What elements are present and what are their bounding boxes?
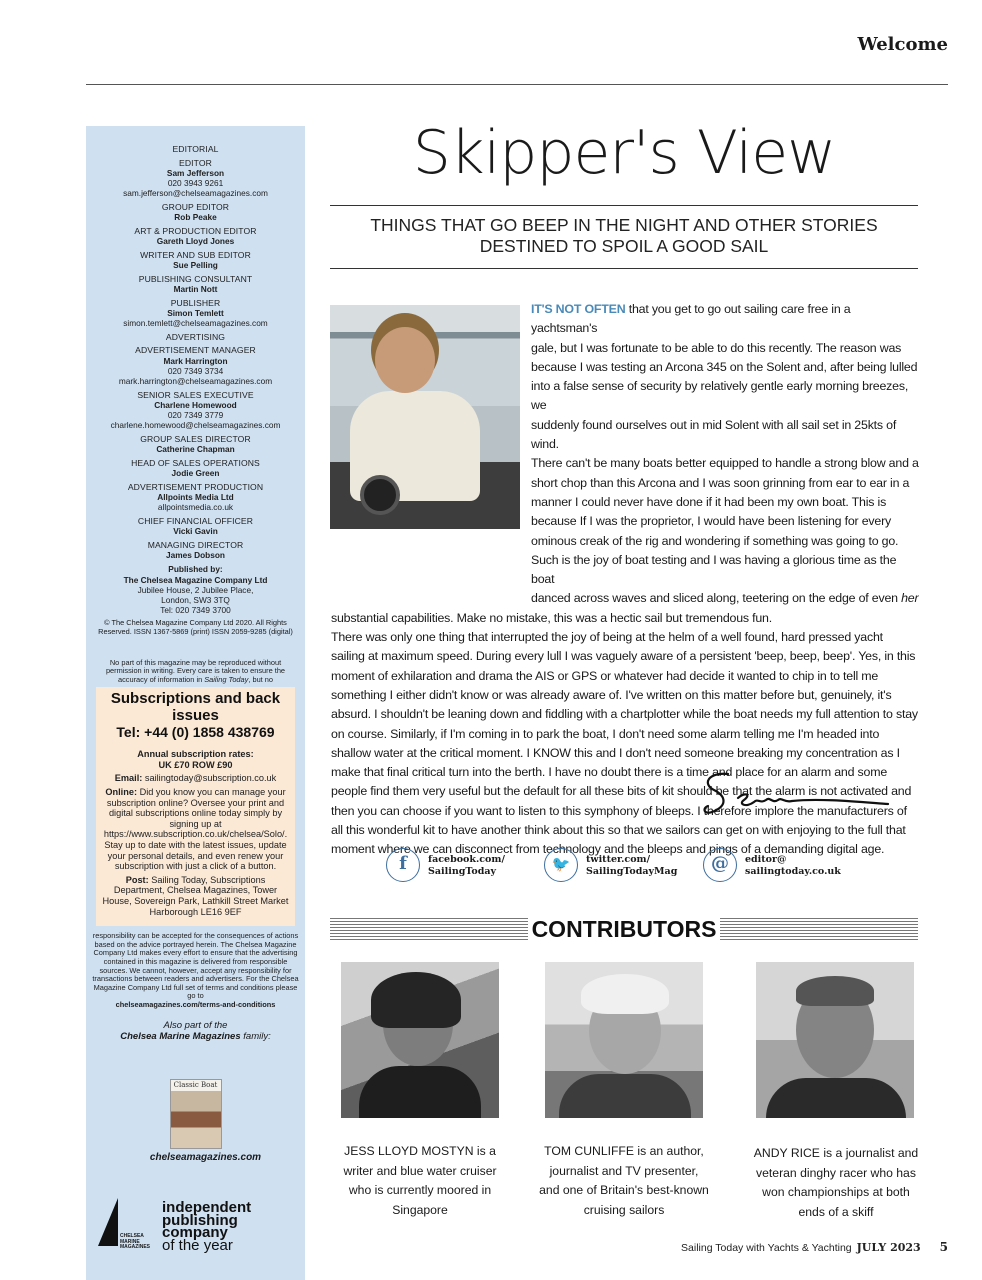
masthead-name: Rob Peake <box>174 212 217 223</box>
publisher-name: The Chelsea Magazine Company Ltd <box>123 574 268 585</box>
award-text: independent publishing company of the year <box>162 1199 252 1254</box>
masthead-sidebar <box>86 126 305 1280</box>
deck-rule-bottom <box>330 268 918 269</box>
article-line: gale, but I was fortunate to be able to do this recently. The reason was <box>531 340 902 355</box>
article-line: manner I could never have done if it had been my own boat. This is <box>531 494 887 509</box>
masthead-block <box>92 144 299 154</box>
masthead-contact[interactable]: sam.jefferson@chelseamagazines.com <box>123 188 268 199</box>
masthead-block <box>92 332 299 342</box>
contributors-header <box>330 914 918 944</box>
contributor-photo-tom <box>545 962 703 1118</box>
contributor-caption-jess: JESS LLOYD MOSTYN is a writer and blue water cruiser who is currently moored in Singapore <box>343 1144 497 1217</box>
article-deck: THINGS THAT GO BEEP IN THE NIGHT AND OTHER STORIES DESTINED TO SPOIL A GOOD SAIL <box>370 215 878 256</box>
masthead-credits <box>92 144 299 560</box>
publisher-address-2: London, SW3 3TQ <box>161 594 230 605</box>
legal-notice-top: No part of this magazine may be reproduced without permission in writing. Every care is taken to ensure the accuracy of information in Sailing Today, but no <box>105 657 286 684</box>
article-line: There can't be many boats better equipped to handle a strong blow and a <box>531 456 919 471</box>
masthead-role: HEAD OF SALES OPERATIONS <box>131 457 260 468</box>
masthead-name: Allpoints Media Ltd <box>157 492 234 503</box>
masthead-name: Sam Jefferson <box>166 167 225 178</box>
online-text: Did you know you can manage your subscription online? Oversee your print and digital subscriptions online today simply by signing up at https://www.subscription.co.uk/chelsea/Solo/. Stay up to date with the latest issues, update your personal details, and even renew your subscription with just a click of a button. <box>103 787 288 872</box>
at-icon: @ <box>703 848 737 882</box>
masthead-contact[interactable]: simon.temlett@chelseamagazines.com <box>123 318 268 329</box>
publisher-address-1: Jubilee House, 2 Jubilee Place, <box>137 584 254 595</box>
masthead-name: Charlene Homewood <box>154 399 237 410</box>
masthead-block <box>92 482 299 513</box>
masthead-role: PUBLISHER <box>170 297 221 308</box>
classic-boat-cover[interactable]: Classic Boat <box>170 1079 222 1149</box>
masthead-role: EDITORIAL <box>172 144 219 154</box>
facebook-icon: f <box>386 848 420 882</box>
masthead-contact: 020 7349 3779 <box>167 410 224 421</box>
article-para2: There was only one thing that interrupted the joy of being at the helm of a well found, hard pressed yacht sailing at maximum speed. During every lull I was vaguely aware of a persistent 'beep, beep, beep'. Yes, in this moment of exhilaration and drama the AIS or GPS or whatever had decide it wanted to chip in to tell me something I either didn't know or was already aware of. I've written on this matter before but, genuinely, it's absurd. I shouldn't be leaning down and fiddling with a chartplotter while the boat needs my full attention to stay on course. Similarly, if I'm coming in to park the boat, I don't need some alarm telling me I'm headed into shallow water at the critical moment. I KNOW this and I don't need someone breaking my concentration as I make that final critical turn into the berth. I have no doubt there is a time and place for an alarm and some people find them very useful but the default for all these bits of kit should be that the alarm is not activated and then you can choose if you want to listen to this symphony of bleeps. I therefore implore the manufacturers of all this wonderful kit to have another think about this so that we sailors can get on with enjoying to the full that moment where we can disconnect from technology and the bleeps and pings of a demanding digital age. <box>331 630 918 857</box>
masthead-role: ADVERTISEMENT MANAGER <box>135 345 256 356</box>
masthead-name: Sue Pelling <box>173 260 218 271</box>
masthead-block <box>92 298 299 329</box>
subscription-email-link[interactable]: sailingtoday@subscription.co.uk <box>144 773 277 784</box>
rates-value: UK £70 ROW £90 <box>158 759 233 770</box>
masthead-name: Simon Temlett <box>167 307 224 318</box>
award-logo <box>96 1198 296 1254</box>
masthead-block <box>92 458 299 478</box>
footer-issue: JULY 2023 <box>856 1241 921 1254</box>
contributor-photo-jess <box>341 962 499 1118</box>
page-footer <box>681 1240 948 1254</box>
article-line: Such is the joy of boat testing and I was having a glorious time as the boat <box>531 552 897 587</box>
masthead-block <box>92 202 299 222</box>
masthead-name: Catherine Chapman <box>156 444 235 455</box>
article-line: because If I was the proprietor, I would have been listening for every <box>531 514 891 529</box>
masthead-name: Martin Nott <box>173 283 218 294</box>
masthead-block <box>92 345 299 386</box>
masthead-role: SENIOR SALES EXECUTIVE <box>137 389 254 400</box>
masthead-role: ADVERTISEMENT PRODUCTION <box>127 481 264 492</box>
contributor-caption-tom: TOM CUNLIFFE is an author, journalist and TV presenter, and one of Britain's best-known cruising sailors <box>539 1144 709 1217</box>
masthead-block <box>92 226 299 246</box>
masthead-name: Gareth Lloyd Jones <box>156 236 235 247</box>
top-rule <box>86 84 948 85</box>
masthead-role: ADVERTISING <box>165 331 226 342</box>
article-title: Skipper's View <box>412 118 836 188</box>
masthead-block <box>92 158 299 199</box>
article-line: short chop than this Arcona and I was soon grinning from ear to ear in a <box>531 475 910 490</box>
masthead-role: PUBLISHING CONSULTANT <box>138 273 253 284</box>
masthead-role: GROUP EDITOR <box>161 202 230 213</box>
article-line: because I was testing an Arcona 345 on the Solent and, after being lulled <box>531 359 918 374</box>
masthead-block <box>92 516 299 536</box>
chelsea-marine-label: CHELSEA MARINE MAGAZINES <box>120 1233 150 1250</box>
masthead-role: ART & PRODUCTION EDITOR <box>134 225 257 236</box>
article-line: ominous creak of the rig and wondering if something was going to go. <box>531 533 899 548</box>
masthead-block <box>92 434 299 454</box>
published-by-label: Published by: <box>168 564 223 575</box>
masthead-name: James Dobson <box>165 550 226 561</box>
legal-notice-bottom: responsibility can be accepted for the consequences of actions based on the advice portrayed herein. The Chelsea Magazine Company Ltd makes every effort to ensure that the advertising contained in this magazine is delivered from responsible sources. We cannot, however, accept any responsibility for transactions between readers and advertisers. For the Chelsea Magazine Company Ltd full set of terms and conditions please go to chelseamagazines.com/terms-and-conditions <box>92 931 299 1009</box>
masthead-name: Vicki Gavin <box>173 526 218 537</box>
email-label: Email: <box>114 773 143 784</box>
chelsea-magazines-url[interactable]: chelseamagazines.com <box>149 1151 262 1163</box>
online-label: Online: <box>105 787 138 798</box>
deck-rule-top <box>330 205 918 206</box>
subscriptions-title: Subscriptions and back issues <box>110 690 281 725</box>
subscriptions-box <box>96 687 295 926</box>
footer-magazine: Sailing Today with Yachts & Yachting <box>681 1242 852 1254</box>
masthead-role: EDITOR <box>179 157 212 168</box>
masthead-role: CHIEF FINANCIAL OFFICER <box>137 516 254 526</box>
masthead-contact: 020 3943 9261 <box>167 178 224 189</box>
masthead-role: MANAGING DIRECTOR <box>147 539 244 550</box>
masthead-name: Mark Harrington <box>163 355 228 366</box>
post-address: Sailing Today, Subscriptions Department, Chelsea Magazines, Tower House, Sovereign Park, Lathkill Street Market Harborough LE16 9EF <box>102 874 289 917</box>
subscriptions-tel[interactable]: Tel: +44 (0) 1858 438769 <box>116 724 275 741</box>
masthead-name: Jodie Green <box>171 468 220 479</box>
masthead-block <box>92 274 299 294</box>
article-intro-wrapped <box>331 300 919 609</box>
terms-link[interactable]: chelseamagazines.com/terms-and-conditions <box>115 999 276 1009</box>
publisher-tel: Tel: 020 7349 3700 <box>160 605 231 616</box>
twitter-icon: 🐦 <box>544 848 578 882</box>
copyright-notice: © The Chelsea Magazine Company Ltd 2020. All Rights Reserved. ISSN 1367-5869 (print) ISSN 2059-9285 (digital) <box>98 618 293 636</box>
contributors-heading: CONTRIBUTORS <box>531 916 717 942</box>
article-para1-end: substantial capabilities. Make no mistake, this was a hectic sail but tremendous fun. <box>331 610 772 625</box>
article-line: IT'S NOT OFTEN that you get to go out sailing care free in a yachtsman's <box>531 302 851 336</box>
article-line: suddenly found ourselves out in mid Solent with all sail set in 25kts of wind. <box>531 417 897 452</box>
article-line: danced across waves and sliced along, teetering on the edge of even her <box>531 591 919 606</box>
family-note: Also part of the Chelsea Marine Magazines family: <box>120 1019 271 1043</box>
masthead-contact[interactable]: allpointsmedia.co.uk <box>157 502 234 513</box>
masthead-contact: 020 7349 3734 <box>167 365 224 376</box>
article-line: into a false sense of security by relatively gentle early morning breezes, we <box>531 379 909 413</box>
masthead-contact[interactable]: mark.harrington@chelseamagazines.com <box>118 376 273 387</box>
page-number: 5 <box>939 1240 948 1254</box>
lead-in: IT'S NOT OFTEN <box>531 302 626 316</box>
contributor-photo-andy <box>756 962 914 1118</box>
rates-label: Annual subscription rates: <box>137 749 254 760</box>
masthead-block <box>92 540 299 560</box>
masthead-block <box>92 250 299 270</box>
masthead-role: GROUP SALES DIRECTOR <box>140 434 251 445</box>
contributor-caption-andy: ANDY RICE is a journalist and veteran dinghy racer who has won championships at both ends of a skiff <box>753 1146 919 1219</box>
masthead-contact[interactable]: charlene.homewood@chelseamagazines.com <box>110 420 281 431</box>
masthead-role: WRITER AND SUB EDITOR <box>140 249 251 260</box>
signature-icon <box>700 770 890 820</box>
section-label: Welcome <box>857 34 948 55</box>
masthead-block <box>92 390 299 431</box>
post-label: Post: <box>125 874 149 885</box>
